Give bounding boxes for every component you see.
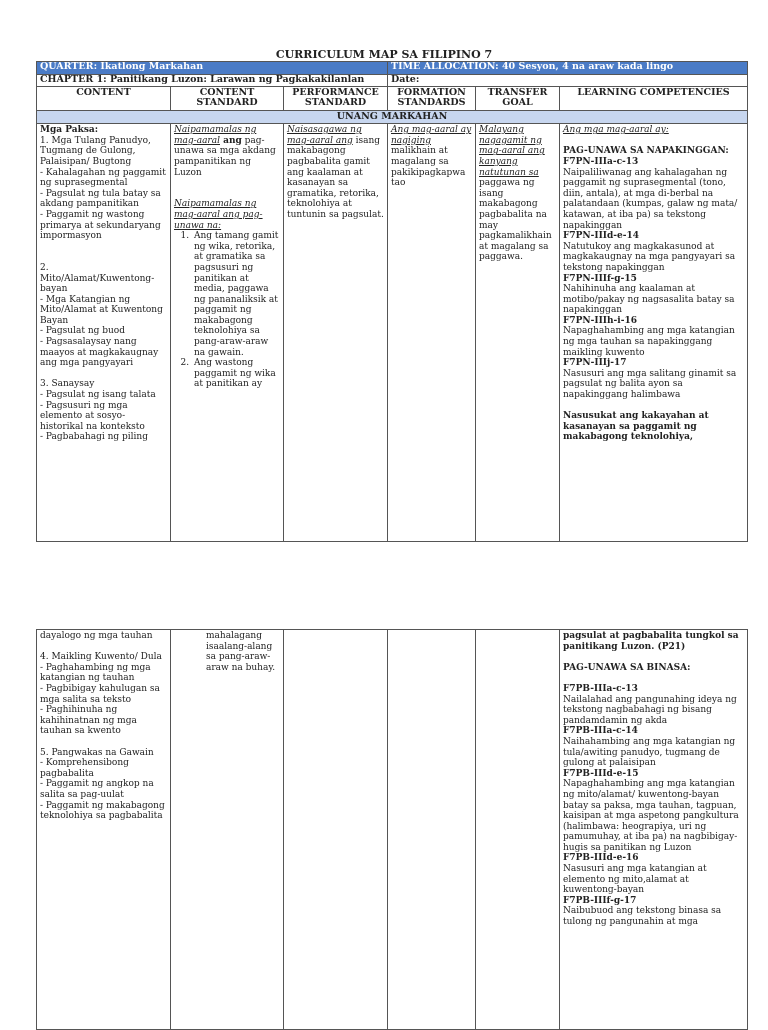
chapter-label: CHAPTER 1: Panitikang Luzon: Larawan ng Pagkakakilanlan <box>37 75 388 87</box>
competency-list <box>563 157 744 401</box>
competency-code: F7PB-IIId-e-16 <box>563 853 639 864</box>
performance-standard-cell <box>284 124 388 542</box>
competency-list <box>563 684 744 928</box>
formation-standards-cell <box>388 124 476 542</box>
list-item: 2. Ang wastong paggamit ng wika at panitikan ay <box>192 358 280 390</box>
competency-code: F7PB-IIIa-c-13 <box>563 683 638 694</box>
transfer-goal-intro: Malayang nagagamit ng mag-aaral ang kanyang natutunan sa <box>479 125 545 178</box>
formation-standards-text: malikhain at magalang sa pakikipagkapwa tao <box>391 146 466 189</box>
section-heading: PAG-UNAWA SA NAPAKINGGAN: <box>563 146 729 157</box>
unang-markahan-label: UNANG MARKAHAN <box>37 110 748 124</box>
list-item: 1. Ang tamang gamit ng wika, retorika, at gramatika sa pagsusuri ng panitikan at media, paggawa ng pananaliksik at paggamit ng makabagong teknolohiya sa pang-araw-araw na gawain. <box>192 231 280 358</box>
competency-text: Napaghahambing ang mga katangian ng mga tauhan sa napakinggang maikling kuwento <box>563 326 735 358</box>
content-body: 1. Mga Tulang Panudyo, Tugmang de Gulong, Palaisipan/ Bugtong - Kahalagahan ng paggamit ng suprasegmental - Pagsulat ng tula batay sa akdang pampanitikan - Paggamit ng wastong primarya at sekundaryang impormasyon 2. Mito/Alamat/Kuwentong-bayan - Mga Katangian ng Mito/Alamat at Kuwentong Bayan - Pagsulat ng buod - Pagsasalaysay nang maayos at magkakaugnay ang mga pangyayari 3. Sanaysay - Pagsulat ng isang talata - Pagsusuri ng mga elemento at sosyo-historikal na konteksto - Pagbabahagi ng piling <box>40 135 166 443</box>
quarter-section-row <box>37 110 748 124</box>
competency-bold-note: pagsulat at pagbabalita tungkol sa panitikang Luzon. (P21) <box>563 631 739 652</box>
performance-standard-intro: Naisasagawa ng mag-aaral ang <box>287 125 362 146</box>
competency-text: Nailalahad ang pangunahing ideya ng tekstong nagbabahagi ng bisang pandamdamin ng akda <box>563 694 737 726</box>
formation-standards-intro: Ang mag-aaral ay nagiging <box>391 125 472 146</box>
competency-code: F7PN-IIIh-i-16 <box>563 315 637 326</box>
header-performance-standard: PERFORMANCE STANDARD <box>284 86 388 110</box>
content-standard-list <box>174 231 280 390</box>
content-standard-text: pag-unawa sa mga akdang pampanitikan ng Luzon <box>174 135 276 178</box>
competency-text: Napaghahambing ang mga katangian ng mito/alamat/ kuwentong-bayan batay sa paksa, mga tauhan, tagpuan, kaisipan at mga aspetong pangkultura (halimbawa: heograpiya, uri ng pamumuhay, at iba pa) na nagbibigay-hugis sa panitikan ng Luzon <box>563 779 739 853</box>
transfer-goal-text: paggawa ng isang makabagong pagbabalita na may pagkamalikhain at magalang sa paggawa. <box>479 178 552 263</box>
competency-code: F7PB-IIIf-g-17 <box>563 895 637 906</box>
content-standard-bold: ang <box>219 135 242 146</box>
competency-code: F7PN-IIIj-17 <box>563 358 627 369</box>
content-standard-cell <box>171 630 284 1030</box>
competency-text: Nasusuri ang mga salitang ginamit sa pagsulat ng balita ayon sa napakinggang halimbawa <box>563 368 737 401</box>
content-standard-cell <box>171 124 284 542</box>
document-title: CURRICULUM MAP SA FILIPINO 7 <box>275 48 493 61</box>
competency-code: F7PN-IIIf-g-15 <box>563 273 637 284</box>
formation-standards-cell <box>388 630 476 1030</box>
content-standard-intro: Naipamamalas ng mag-aaral <box>174 125 257 146</box>
header-learning-competencies: LEARNING COMPETENCIES <box>560 86 748 110</box>
competency-text: Naipaliliwanag ang kahalagahan ng paggamit ng suprasegmental (tono, diin, antala), at mga di-berbal na palatandaan (kumpas, galaw ng mata/ katawan, at iba pa) sa tekstong napakinggan <box>563 167 738 231</box>
content-body: dayalogo ng mga tauhan 4. Maikling Kuwento/ Dula - Paghahambing ng mga katangian ng tauhan - Pagbibigay kahulugan sa mga salita sa teksto - Paghihinuha ng kahihinatnan ng mga tauhan sa kwento 5. Pangwakas na Gawain - Komprehensibong pagbabalita - Paggamit ng angkop na salita sa pag-uulat - Paggamit ng makabagong teknolohiya sa pagbabalita <box>40 631 165 822</box>
header-content-standard: CONTENT STANDARD <box>171 86 284 110</box>
header-transfer-goal: TRANSFER GOAL <box>476 86 560 110</box>
transfer-goal-cell <box>476 630 560 1030</box>
curriculum-table-page-1 <box>36 61 748 542</box>
page-break <box>0 548 768 628</box>
header-formation-standards: FORMATION STANDARDS <box>388 86 476 110</box>
quarter-label: QUARTER: Ikatlong Markahan <box>37 62 388 75</box>
content-heading: Mga Paksa: <box>40 125 99 136</box>
competency-bold-note: Nasusukat ang kakayahan at kasanayan sa paggamit ng makabagong teknolohiya, <box>563 411 709 443</box>
competency-code: F7PB-IIId-e-15 <box>563 768 639 779</box>
performance-standard-cell <box>284 630 388 1030</box>
chapter-row <box>37 75 748 87</box>
competency-text: Natutukoy ang magkakasunod at magkakaugnay na mga pangyayari sa tekstong napakinggan <box>563 241 736 273</box>
content-row <box>37 630 748 1030</box>
quarter-row <box>37 62 748 75</box>
transfer-goal-cell <box>476 124 560 542</box>
header-content: CONTENT <box>37 86 171 110</box>
competency-code: F7PN-IIId-e-14 <box>563 231 640 242</box>
learning-competencies-cell <box>560 124 748 542</box>
competency-code: F7PN-IIIa-c-13 <box>563 156 639 167</box>
performance-standard-text: isang makabagong pagbabalita gamit ang kaalaman at kasanayan sa gramatika, retorika, teknolohiya at tuntunin sa pagsulat. <box>287 135 384 220</box>
content-standard-text: mahalagang isaalang-alang sa pang-araw-araw na buhay. <box>206 631 276 673</box>
content-standard-intro-2: Naipamamalas ng mag-aaral ang pag-unawa na: <box>174 199 263 231</box>
content-row <box>37 124 748 542</box>
competency-text: Nasusuri ang mga katangian at elemento ng mito,alamat at kuwentong-bayan <box>563 864 707 896</box>
time-allocation-label: TIME ALLOCATION: 40 Sesyon, 4 na araw kada lingo <box>388 62 748 75</box>
content-cell <box>37 124 171 542</box>
section-heading: PAG-UNAWA SA BINASA: <box>563 662 691 673</box>
competency-text: Nahihinuha ang kaalaman at motibo/pakay ng nagsasalita batay sa napakinggan <box>563 284 735 316</box>
learning-competencies-cell <box>560 630 748 1030</box>
header-row <box>37 86 748 110</box>
competency-code: F7PB-IIIa-c-14 <box>563 726 638 737</box>
content-cell <box>37 630 171 1030</box>
learning-competencies-intro: Ang mga mag-aaral ay: <box>563 125 669 136</box>
date-label: Date: <box>388 75 748 87</box>
competency-text: Naibubuod ang tekstong binasa sa tulong ng pangunahin at mga <box>563 906 722 928</box>
competency-text: Naihahambing ang mga katangian ng tula/awiting panudyo, tugmang de gulong at palaisipan <box>563 736 736 769</box>
curriculum-table-page-2 <box>36 629 748 1030</box>
